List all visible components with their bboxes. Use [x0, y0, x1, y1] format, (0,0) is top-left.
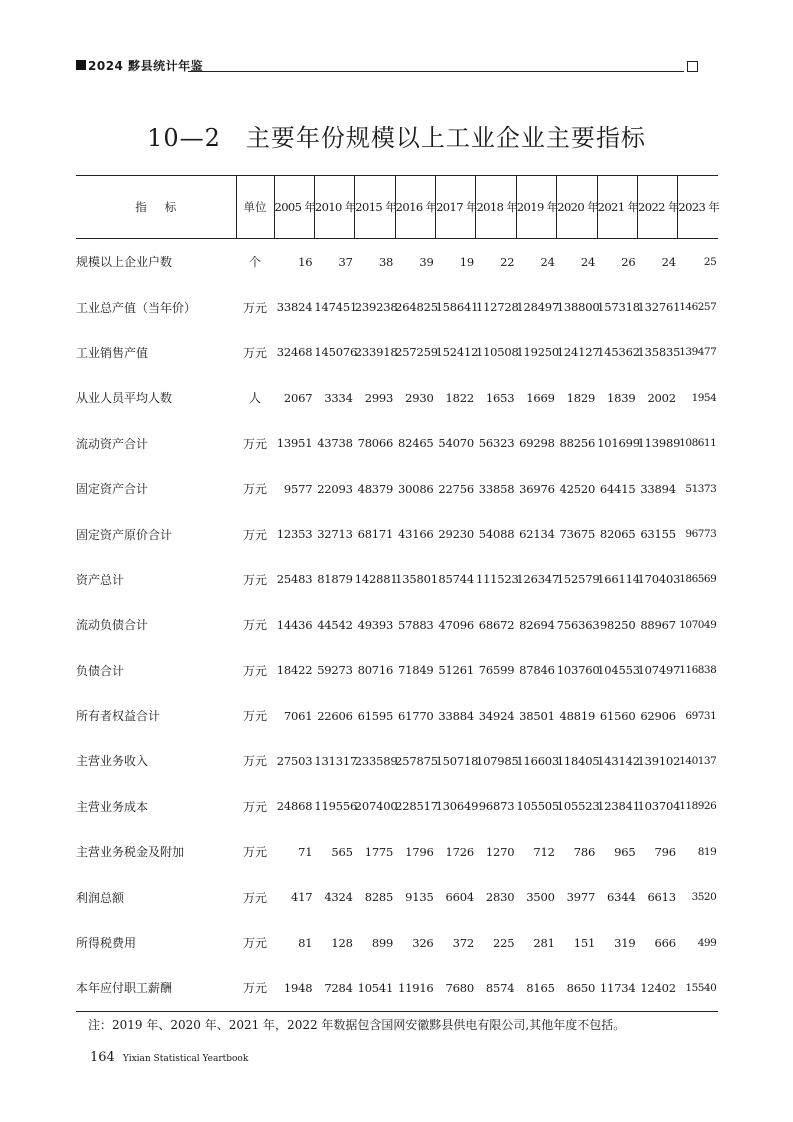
- value-cell: 143142: [597, 753, 640, 768]
- table-row: [76, 330, 718, 375]
- indicator-name: 本年应付职工薪酬: [76, 965, 236, 1011]
- column-header-year: 2020 年: [557, 176, 597, 239]
- column-header-year: 2022 年: [638, 176, 678, 239]
- value-cell: 110508: [475, 345, 519, 360]
- indicator-unit: 人: [248, 391, 261, 406]
- value-cell: 756363: [556, 617, 600, 632]
- value-cell: 22: [500, 254, 515, 269]
- value-cell: 33858: [478, 481, 515, 496]
- value-cell: 118405: [556, 753, 600, 768]
- value-cell: 88256: [559, 436, 596, 451]
- value-cell: 233589: [354, 753, 398, 768]
- value-cell: 118926: [679, 800, 717, 813]
- value-cell: 22093: [317, 481, 353, 496]
- value-cell: 128497: [516, 300, 560, 315]
- value-cell: 1822: [445, 390, 474, 405]
- value-cell: 2002: [647, 390, 676, 405]
- running-header: [76, 58, 698, 74]
- value-cell: 138800: [556, 300, 600, 315]
- footer-text: Yixian Statistical Yeartbook: [122, 1054, 249, 1064]
- value-cell: 257259: [395, 345, 438, 360]
- value-cell: 1839: [607, 390, 636, 405]
- value-cell: 6344: [607, 890, 636, 905]
- indicator-unit: 万元: [242, 845, 267, 860]
- indicator-unit: 万元: [242, 300, 267, 315]
- table-row: [76, 829, 718, 874]
- value-cell: 34924: [478, 708, 515, 723]
- table-row: [76, 239, 718, 285]
- value-cell: 43738: [317, 436, 353, 451]
- value-cell: 150718: [435, 753, 479, 768]
- value-cell: 88967: [640, 617, 676, 632]
- table-row: [76, 738, 718, 783]
- value-cell: 71: [298, 844, 313, 859]
- value-cell: 59273: [317, 663, 353, 678]
- value-cell: 69298: [519, 436, 555, 451]
- column-header-year: 2019 年: [516, 176, 556, 239]
- value-cell: 107049: [679, 618, 717, 631]
- value-cell: 69731: [685, 709, 717, 722]
- indicator-unit: 万元: [242, 709, 267, 724]
- indicator-name: 资产总计: [76, 572, 125, 587]
- column-header-unit: 单位: [236, 176, 274, 239]
- header-rule: [188, 71, 684, 72]
- value-cell: 96873: [478, 799, 515, 814]
- indicator-name: 主营业务收入: [76, 754, 149, 769]
- value-cell: 24: [661, 254, 676, 269]
- indicator-name: 主营业务成本: [76, 799, 149, 814]
- value-cell: 14436: [276, 617, 313, 632]
- value-cell: 140137: [679, 754, 717, 767]
- value-cell: 7680: [436, 965, 476, 1011]
- value-cell: 22606: [317, 708, 353, 723]
- header-square-icon: [76, 60, 86, 70]
- value-cell: 135835: [637, 345, 681, 360]
- value-cell: 152412: [435, 345, 479, 360]
- value-cell: 132761: [637, 300, 681, 315]
- value-cell: 9135: [405, 890, 434, 905]
- value-cell: 9577: [283, 481, 313, 496]
- value-cell: 225: [492, 935, 515, 950]
- value-cell: 27503: [276, 753, 313, 768]
- indicator-unit: 万元: [242, 799, 267, 814]
- value-cell: 319: [614, 935, 636, 950]
- value-cell: 105505: [516, 799, 560, 814]
- table-row: [76, 375, 718, 420]
- value-cell: 61770: [397, 708, 434, 723]
- column-header-year: 2015 年: [355, 176, 395, 239]
- value-cell: 33824: [276, 300, 313, 315]
- value-cell: 145362: [597, 345, 640, 360]
- table-row: [76, 602, 718, 647]
- value-cell: 128: [331, 935, 353, 950]
- value-cell: 104553: [597, 663, 640, 678]
- column-header-year: 2010 年: [314, 176, 354, 239]
- value-cell: 712: [533, 844, 555, 859]
- value-cell: 166114: [597, 572, 640, 587]
- value-cell: 135801: [395, 572, 438, 587]
- value-cell: 78066: [357, 436, 394, 451]
- value-cell: 107985: [475, 753, 519, 768]
- value-cell: 76599: [478, 663, 515, 678]
- value-cell: 4324: [324, 890, 353, 905]
- value-cell: 61560: [599, 708, 636, 723]
- value-cell: 48379: [357, 481, 394, 496]
- value-cell: 107497: [637, 663, 681, 678]
- value-cell: 146257: [679, 301, 717, 314]
- indicator-unit: 个: [248, 255, 261, 270]
- value-cell: 64415: [599, 481, 636, 496]
- value-cell: 130649: [435, 799, 479, 814]
- value-cell: 32468: [276, 345, 313, 360]
- value-cell: 19: [459, 254, 474, 269]
- indicator-name: 流动资产合计: [76, 436, 149, 451]
- value-cell: 124127: [556, 345, 600, 360]
- value-cell: 62906: [640, 708, 676, 723]
- value-cell: 565: [331, 844, 353, 859]
- page-number: 164: [90, 1050, 115, 1065]
- value-cell: 98250: [599, 617, 636, 632]
- value-cell: 786: [573, 844, 596, 859]
- value-cell: 82465: [397, 436, 434, 451]
- value-cell: 15540: [678, 965, 718, 1011]
- value-cell: 73675: [559, 527, 596, 542]
- value-cell: 57883: [397, 617, 434, 632]
- value-cell: 1775: [364, 844, 394, 859]
- value-cell: 22756: [438, 481, 474, 496]
- value-cell: 899: [371, 935, 394, 950]
- value-cell: 62134: [519, 527, 555, 542]
- column-header-year: 2017 年: [436, 176, 476, 239]
- value-cell: 233918: [354, 345, 398, 360]
- value-cell: 36976: [519, 481, 555, 496]
- value-cell: 1796: [405, 844, 434, 859]
- page-footer: [90, 1046, 248, 1065]
- value-cell: 39: [419, 254, 434, 269]
- table-row: [76, 511, 718, 556]
- value-cell: 51373: [685, 482, 717, 495]
- column-header-year: 2021 年: [597, 176, 637, 239]
- value-cell: 170403: [637, 572, 681, 587]
- value-cell: 26: [621, 254, 636, 269]
- value-cell: 18422: [276, 663, 313, 678]
- value-cell: 6613: [647, 890, 676, 905]
- value-cell: 63155: [640, 527, 676, 542]
- value-cell: 796: [654, 844, 676, 859]
- value-cell: 6604: [445, 890, 474, 905]
- value-cell: 113989: [637, 436, 681, 451]
- value-cell: 24: [540, 254, 555, 269]
- column-header-year: 2023 年: [678, 176, 718, 239]
- indicator-unit: 万元: [242, 482, 267, 497]
- indicator-name: 利润总额: [76, 890, 125, 905]
- value-cell: 48819: [559, 708, 596, 723]
- value-cell: 68171: [357, 527, 394, 542]
- value-cell: 145076: [314, 345, 358, 360]
- value-cell: 119250: [516, 345, 560, 360]
- value-cell: 32713: [317, 527, 353, 542]
- value-cell: 16: [298, 254, 313, 269]
- value-cell: 142881: [354, 572, 398, 587]
- value-cell: 68672: [478, 617, 515, 632]
- indicator-name: 固定资产合计: [76, 482, 149, 497]
- value-cell: 11734: [597, 965, 637, 1011]
- value-cell: 965: [614, 844, 636, 859]
- value-cell: 326: [412, 935, 434, 950]
- value-cell: 56323: [478, 436, 515, 451]
- value-cell: 1653: [485, 390, 515, 405]
- value-cell: 44542: [317, 617, 353, 632]
- value-cell: 186569: [679, 573, 717, 586]
- value-cell: 8165: [516, 965, 556, 1011]
- value-cell: 80716: [357, 663, 394, 678]
- indicator-unit: 万元: [242, 754, 267, 769]
- indicator-unit: 万元: [242, 527, 267, 542]
- value-cell: 3977: [566, 890, 596, 905]
- value-cell: 147451: [314, 300, 358, 315]
- value-cell: 139477: [679, 346, 717, 359]
- value-cell: 103760: [556, 663, 600, 678]
- value-cell: 51261: [438, 663, 474, 678]
- indicator-unit: 万元: [236, 965, 274, 1011]
- indicator-name: 流动负债合计: [76, 618, 149, 633]
- table-row: [76, 466, 718, 511]
- value-cell: 54088: [478, 527, 515, 542]
- header-box-icon: [687, 61, 698, 72]
- indicator-name: 所得税费用: [76, 936, 137, 951]
- column-header-year: 2018 年: [476, 176, 516, 239]
- value-cell: 1954: [691, 391, 717, 404]
- value-cell: 105523: [556, 799, 600, 814]
- value-cell: 81: [298, 935, 313, 950]
- value-cell: 2067: [283, 390, 313, 405]
- value-cell: 82065: [599, 527, 636, 542]
- value-cell: 112728: [475, 300, 519, 315]
- value-cell: 139102: [637, 753, 681, 768]
- value-cell: 116838: [679, 664, 717, 677]
- value-cell: 24: [580, 254, 596, 269]
- value-cell: 54070: [438, 436, 474, 451]
- value-cell: 8650: [557, 965, 597, 1011]
- indicator-unit: 万元: [242, 436, 267, 451]
- value-cell: 7284: [314, 965, 354, 1011]
- value-cell: 49393: [357, 617, 394, 632]
- indicator-name: 主营业务税金及附加: [76, 845, 185, 860]
- value-cell: 61595: [357, 708, 394, 723]
- indicator-name: 固定资产原价合计: [76, 527, 173, 542]
- value-cell: 257875: [395, 753, 438, 768]
- value-cell: 2993: [364, 390, 394, 405]
- indicator-unit: 万元: [242, 572, 267, 587]
- value-cell: 37: [338, 254, 353, 269]
- table-row: [76, 920, 718, 965]
- value-cell: 11916: [395, 965, 435, 1011]
- value-cell: 281: [533, 935, 555, 950]
- value-cell: 33894: [640, 481, 676, 496]
- indicator-name: 规模以上企业户数: [76, 255, 173, 270]
- value-cell: 666: [654, 935, 676, 950]
- value-cell: 29230: [438, 527, 474, 542]
- column-header-year: 2016 年: [395, 176, 435, 239]
- value-cell: 1948: [274, 965, 314, 1011]
- value-cell: 108611: [679, 437, 717, 450]
- indicator-name: 工业总产值（当年价）: [76, 300, 197, 315]
- value-cell: 42520: [559, 481, 596, 496]
- value-cell: 96773: [685, 528, 717, 541]
- value-cell: 239238: [354, 300, 398, 315]
- table-row: [76, 693, 718, 738]
- running-header-text: 2024 黟县统计年鉴: [88, 59, 204, 73]
- indicator-unit: 万元: [242, 936, 267, 951]
- value-cell: 131317: [314, 753, 358, 768]
- value-cell: 101699: [597, 436, 640, 451]
- value-cell: 228517: [395, 799, 438, 814]
- value-cell: 3334: [324, 390, 353, 405]
- value-cell: 123841: [597, 799, 640, 814]
- value-cell: 819: [697, 845, 717, 858]
- value-cell: 1669: [526, 390, 555, 405]
- value-cell: 157318: [597, 300, 640, 315]
- indicator-unit: 万元: [242, 890, 267, 905]
- value-cell: 33884: [438, 708, 474, 723]
- table-row: [76, 874, 718, 919]
- value-cell: 499: [697, 936, 717, 949]
- indicator-unit: 万元: [242, 618, 267, 633]
- value-cell: 81879: [317, 572, 353, 587]
- indicator-name: 从业人员平均人数: [76, 391, 173, 406]
- indicator-name: 工业销售产值: [76, 345, 149, 360]
- value-cell: 12402: [638, 965, 678, 1011]
- value-cell: 1829: [566, 390, 596, 405]
- value-cell: 10541: [355, 965, 395, 1011]
- value-cell: 87846: [519, 663, 555, 678]
- value-cell: 264825: [395, 300, 438, 315]
- value-cell: 151: [573, 935, 596, 950]
- value-cell: 25483: [276, 572, 313, 587]
- value-cell: 8574: [476, 965, 516, 1011]
- indicator-unit: 万元: [242, 663, 267, 678]
- value-cell: 1270: [485, 844, 515, 859]
- indicator-table: [76, 175, 718, 1012]
- table-row: [76, 284, 718, 329]
- value-cell: 12353: [276, 527, 313, 542]
- table-row: [76, 421, 718, 466]
- value-cell: 7061: [283, 708, 313, 723]
- indicator-name: 负债合计: [76, 663, 125, 678]
- value-cell: 85744: [438, 572, 474, 587]
- value-cell: 13951: [276, 436, 313, 451]
- table-row: [76, 557, 718, 602]
- column-header-indicator: 指标: [76, 176, 236, 239]
- value-cell: 43166: [397, 527, 434, 542]
- value-cell: 111523: [475, 572, 519, 587]
- value-cell: 158641: [435, 300, 479, 315]
- page-title: 10—2 主要年份规模以上工业企业主要指标: [147, 124, 646, 152]
- value-cell: 417: [291, 890, 313, 905]
- value-cell: 372: [452, 935, 474, 950]
- value-cell: 24868: [276, 799, 313, 814]
- table-note: 注：2019 年、2020 年、2021 年，2022 年数据包含国网安徽黟县供电有限公司,其他年度不包括。: [88, 1018, 626, 1032]
- value-cell: 1726: [445, 844, 474, 859]
- value-cell: 119556: [314, 799, 358, 814]
- value-cell: 3520: [691, 891, 717, 904]
- value-cell: 30086: [397, 481, 434, 496]
- value-cell: 2930: [405, 390, 434, 405]
- table-row: [76, 648, 718, 693]
- value-cell: 8285: [364, 890, 394, 905]
- value-cell: 82694: [519, 617, 555, 632]
- indicator-unit: 万元: [242, 345, 267, 360]
- value-cell: 103704: [637, 799, 681, 814]
- value-cell: 2830: [485, 890, 515, 905]
- value-cell: 116603: [516, 753, 560, 768]
- table-header-row: [76, 176, 718, 239]
- table-row: [76, 965, 718, 1011]
- value-cell: 25: [703, 255, 717, 268]
- table-row: [76, 784, 718, 829]
- indicator-name: 所有者权益合计: [76, 709, 161, 724]
- value-cell: 126347: [516, 572, 560, 587]
- value-cell: 71849: [397, 663, 434, 678]
- column-header-year: 2005 年: [274, 176, 314, 239]
- value-cell: 47096: [438, 617, 474, 632]
- value-cell: 152579: [556, 572, 600, 587]
- value-cell: 3500: [526, 890, 555, 905]
- value-cell: 207400: [354, 799, 398, 814]
- value-cell: 38: [378, 254, 394, 269]
- value-cell: 38501: [519, 708, 555, 723]
